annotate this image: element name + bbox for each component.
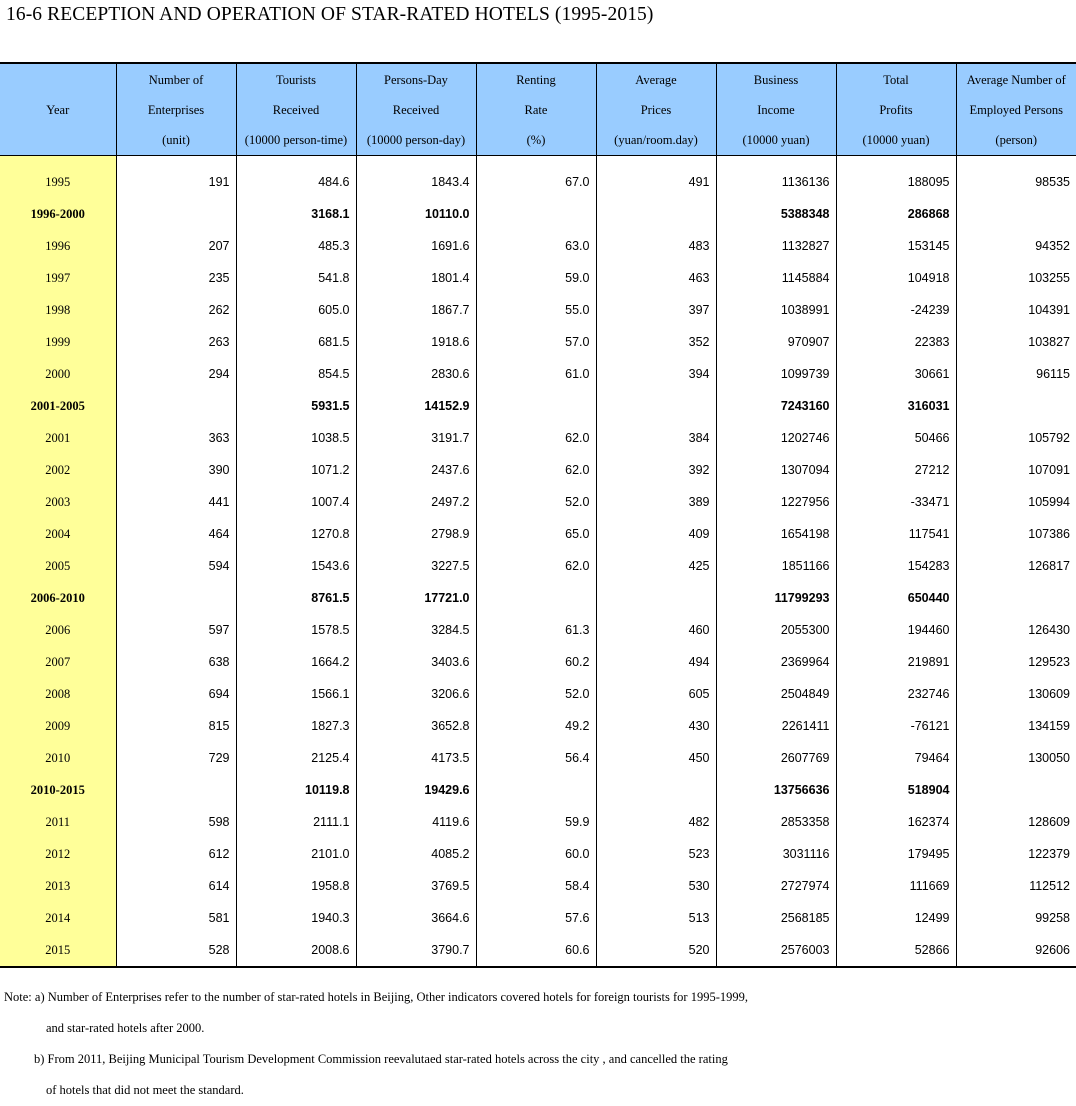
table-cell: 235 bbox=[116, 262, 236, 294]
table-cell: 392 bbox=[596, 454, 716, 486]
table-cell: 219891 bbox=[836, 646, 956, 678]
table-cell bbox=[596, 774, 716, 806]
table-cell: 98535 bbox=[956, 156, 1076, 199]
column-header-line: (10000 yuan) bbox=[717, 125, 836, 155]
column-header-line: Number of bbox=[117, 65, 236, 95]
table-cell: 352 bbox=[596, 326, 716, 358]
table-cell: 63.0 bbox=[476, 230, 596, 262]
table-cell: 463 bbox=[596, 262, 716, 294]
table-row bbox=[0, 422, 1076, 454]
table-cell: 1543.6 bbox=[236, 550, 356, 582]
table-cell: 2798.9 bbox=[356, 518, 476, 550]
table-cell: 605.0 bbox=[236, 294, 356, 326]
table-row bbox=[0, 678, 1076, 710]
column-header-line: Average Number of bbox=[957, 65, 1076, 95]
table-cell: 126430 bbox=[956, 614, 1076, 646]
table-cell: 27212 bbox=[836, 454, 956, 486]
table-cell: 2727974 bbox=[716, 870, 836, 902]
table-cell: 2830.6 bbox=[356, 358, 476, 390]
table-cell: 484.6 bbox=[236, 156, 356, 199]
table-row bbox=[0, 742, 1076, 774]
column-header-0 bbox=[0, 63, 116, 156]
table-cell: 541.8 bbox=[236, 262, 356, 294]
table-cell: 50466 bbox=[836, 422, 956, 454]
table-cell: 1958.8 bbox=[236, 870, 356, 902]
table-cell bbox=[476, 774, 596, 806]
year-cell: 2002 bbox=[0, 454, 116, 486]
year-cell: 2007 bbox=[0, 646, 116, 678]
table-cell: 4085.2 bbox=[356, 838, 476, 870]
table-cell: 7243160 bbox=[716, 390, 836, 422]
table-cell: 460 bbox=[596, 614, 716, 646]
table-cell: 57.6 bbox=[476, 902, 596, 934]
table-cell: 62.0 bbox=[476, 422, 596, 454]
table-cell: 1827.3 bbox=[236, 710, 356, 742]
column-header-line: Average bbox=[597, 65, 716, 95]
table-cell: 2055300 bbox=[716, 614, 836, 646]
page-title: 16-6 RECEPTION AND OPERATION OF STAR-RATED HOTELS (1995-2015) bbox=[6, 4, 654, 26]
table-cell: 60.6 bbox=[476, 934, 596, 967]
table-cell: 482 bbox=[596, 806, 716, 838]
table-cell: 10119.8 bbox=[236, 774, 356, 806]
year-cell: 2001 bbox=[0, 422, 116, 454]
table-cell: 384 bbox=[596, 422, 716, 454]
table-row bbox=[0, 294, 1076, 326]
table-cell: 1099739 bbox=[716, 358, 836, 390]
table-cell: 389 bbox=[596, 486, 716, 518]
table-cell: 104391 bbox=[956, 294, 1076, 326]
table-cell: 1202746 bbox=[716, 422, 836, 454]
table-cell: 61.0 bbox=[476, 358, 596, 390]
table-cell: 494 bbox=[596, 646, 716, 678]
table-cell: -76121 bbox=[836, 710, 956, 742]
table-cell: 96115 bbox=[956, 358, 1076, 390]
table-row bbox=[0, 486, 1076, 518]
table-cell: 191 bbox=[116, 156, 236, 199]
table-cell bbox=[476, 198, 596, 230]
column-header-line: Enterprises bbox=[117, 95, 236, 125]
table-cell: 10110.0 bbox=[356, 198, 476, 230]
table-cell: 638 bbox=[116, 646, 236, 678]
table-cell: 1918.6 bbox=[356, 326, 476, 358]
table-cell: 530 bbox=[596, 870, 716, 902]
table-cell: 597 bbox=[116, 614, 236, 646]
year-cell: 2008 bbox=[0, 678, 116, 710]
table-notes bbox=[4, 982, 748, 1106]
table-cell: 2853358 bbox=[716, 806, 836, 838]
table-cell: 2497.2 bbox=[356, 486, 476, 518]
table-cell: 3284.5 bbox=[356, 614, 476, 646]
year-cell: 2006 bbox=[0, 614, 116, 646]
table-cell: 134159 bbox=[956, 710, 1076, 742]
table-cell: 12499 bbox=[836, 902, 956, 934]
table-cell: 3652.8 bbox=[356, 710, 476, 742]
table-cell: 104918 bbox=[836, 262, 956, 294]
table-cell: 59.9 bbox=[476, 806, 596, 838]
table-cell bbox=[596, 582, 716, 614]
table-cell: 4173.5 bbox=[356, 742, 476, 774]
table-cell: 2607769 bbox=[716, 742, 836, 774]
table-row bbox=[0, 454, 1076, 486]
table-cell: 1136136 bbox=[716, 156, 836, 199]
column-header-line: (10000 yuan) bbox=[837, 125, 956, 155]
table-row bbox=[0, 870, 1076, 902]
table-cell: 2111.1 bbox=[236, 806, 356, 838]
table-body bbox=[0, 156, 1076, 968]
table-cell: 92606 bbox=[956, 934, 1076, 967]
table-cell: 1566.1 bbox=[236, 678, 356, 710]
table-cell: 17721.0 bbox=[356, 582, 476, 614]
table-cell: 1578.5 bbox=[236, 614, 356, 646]
table-cell: 1227956 bbox=[716, 486, 836, 518]
table-cell: 56.4 bbox=[476, 742, 596, 774]
table-cell: 117541 bbox=[836, 518, 956, 550]
table-cell: 485.3 bbox=[236, 230, 356, 262]
year-cell: 2013 bbox=[0, 870, 116, 902]
table-cell: 528 bbox=[116, 934, 236, 967]
table-cell: 2576003 bbox=[716, 934, 836, 967]
table-cell: 1132827 bbox=[716, 230, 836, 262]
table-cell: 1654198 bbox=[716, 518, 836, 550]
table-cell: 1664.2 bbox=[236, 646, 356, 678]
table-row-period-total bbox=[0, 198, 1076, 230]
table-cell: 1145884 bbox=[716, 262, 836, 294]
table-cell: 162374 bbox=[836, 806, 956, 838]
table-cell: 107091 bbox=[956, 454, 1076, 486]
table-cell: 188095 bbox=[836, 156, 956, 199]
column-header-line: Received bbox=[357, 95, 476, 125]
table-cell: 111669 bbox=[836, 870, 956, 902]
table-cell: 3206.6 bbox=[356, 678, 476, 710]
year-cell: 2000 bbox=[0, 358, 116, 390]
table-row bbox=[0, 262, 1076, 294]
year-cell: 1996-2000 bbox=[0, 198, 116, 230]
table-cell: 2125.4 bbox=[236, 742, 356, 774]
column-header-line: Profits bbox=[837, 95, 956, 125]
table-cell: 363 bbox=[116, 422, 236, 454]
table-cell: 263 bbox=[116, 326, 236, 358]
table-row bbox=[0, 934, 1076, 967]
table-cell: 8761.5 bbox=[236, 582, 356, 614]
table-cell: 523 bbox=[596, 838, 716, 870]
table-cell: 65.0 bbox=[476, 518, 596, 550]
table-cell: 179495 bbox=[836, 838, 956, 870]
table-cell bbox=[956, 390, 1076, 422]
column-header-7 bbox=[836, 63, 956, 156]
table-cell: 394 bbox=[596, 358, 716, 390]
column-header-line: (person) bbox=[957, 125, 1076, 155]
table-cell: 194460 bbox=[836, 614, 956, 646]
table-cell: 99258 bbox=[956, 902, 1076, 934]
table-cell bbox=[476, 582, 596, 614]
table-cell: 397 bbox=[596, 294, 716, 326]
table-cell: 57.0 bbox=[476, 326, 596, 358]
table-cell: 1940.3 bbox=[236, 902, 356, 934]
year-cell: 2014 bbox=[0, 902, 116, 934]
column-header-line: Income bbox=[717, 95, 836, 125]
table-cell: 3403.6 bbox=[356, 646, 476, 678]
table-cell: 1270.8 bbox=[236, 518, 356, 550]
table-cell: 5931.5 bbox=[236, 390, 356, 422]
table-cell: 518904 bbox=[836, 774, 956, 806]
table-row bbox=[0, 230, 1076, 262]
table-row bbox=[0, 838, 1076, 870]
table-cell: 390 bbox=[116, 454, 236, 486]
table-cell: 815 bbox=[116, 710, 236, 742]
table-cell: 581 bbox=[116, 902, 236, 934]
table-cell bbox=[116, 390, 236, 422]
table-row bbox=[0, 902, 1076, 934]
table-cell: 52.0 bbox=[476, 678, 596, 710]
table-row-period-total bbox=[0, 390, 1076, 422]
table-cell: 3168.1 bbox=[236, 198, 356, 230]
table-cell: 1038991 bbox=[716, 294, 836, 326]
column-header-line: Renting bbox=[477, 65, 596, 95]
table-cell: 128609 bbox=[956, 806, 1076, 838]
table-cell: 605 bbox=[596, 678, 716, 710]
table-cell: 1851166 bbox=[716, 550, 836, 582]
year-cell: 2011 bbox=[0, 806, 116, 838]
table-row bbox=[0, 326, 1076, 358]
year-cell: 1999 bbox=[0, 326, 116, 358]
table-cell: 122379 bbox=[956, 838, 1076, 870]
year-cell: 1995 bbox=[0, 156, 116, 199]
table-cell: 1071.2 bbox=[236, 454, 356, 486]
table-cell: 79464 bbox=[836, 742, 956, 774]
table-cell: 2504849 bbox=[716, 678, 836, 710]
table-cell: 2369964 bbox=[716, 646, 836, 678]
year-cell: 2005 bbox=[0, 550, 116, 582]
table-cell bbox=[476, 390, 596, 422]
column-header-line: Employed Persons bbox=[957, 95, 1076, 125]
year-cell: 2015 bbox=[0, 934, 116, 967]
table-cell: 58.4 bbox=[476, 870, 596, 902]
table-row-period-total bbox=[0, 582, 1076, 614]
table-cell: 19429.6 bbox=[356, 774, 476, 806]
table-cell bbox=[116, 774, 236, 806]
table-cell: 22383 bbox=[836, 326, 956, 358]
column-header-1 bbox=[116, 63, 236, 156]
column-header-line: Persons-Day bbox=[357, 65, 476, 95]
table-cell: 105792 bbox=[956, 422, 1076, 454]
table-cell: 11799293 bbox=[716, 582, 836, 614]
table-cell: 430 bbox=[596, 710, 716, 742]
table-cell: 483 bbox=[596, 230, 716, 262]
column-header-line: (10000 person-day) bbox=[357, 125, 476, 155]
column-header-5 bbox=[596, 63, 716, 156]
table-cell: 694 bbox=[116, 678, 236, 710]
table-cell: 107386 bbox=[956, 518, 1076, 550]
table-cell: 3227.5 bbox=[356, 550, 476, 582]
table-cell: 62.0 bbox=[476, 550, 596, 582]
table-row bbox=[0, 646, 1076, 678]
column-header-line: (%) bbox=[477, 125, 596, 155]
table-cell: -33471 bbox=[836, 486, 956, 518]
note-b-line1: b) From 2011, Beijing Municipal Tourism Development Commission reevalutaed star-rated hotels across the city , and cancelled the rating bbox=[4, 1044, 748, 1075]
table-row bbox=[0, 358, 1076, 390]
year-cell: 2001-2005 bbox=[0, 390, 116, 422]
year-cell: 2010 bbox=[0, 742, 116, 774]
table-cell: 14152.9 bbox=[356, 390, 476, 422]
table-cell: 52.0 bbox=[476, 486, 596, 518]
table-cell: 3790.7 bbox=[356, 934, 476, 967]
column-header-line: Total bbox=[837, 65, 956, 95]
year-cell: 2009 bbox=[0, 710, 116, 742]
table-cell: 130050 bbox=[956, 742, 1076, 774]
table-cell: 3191.7 bbox=[356, 422, 476, 454]
column-header-3 bbox=[356, 63, 476, 156]
column-header-6 bbox=[716, 63, 836, 156]
table-cell: 970907 bbox=[716, 326, 836, 358]
table-cell: 3031116 bbox=[716, 838, 836, 870]
year-cell: 2012 bbox=[0, 838, 116, 870]
table-cell: 729 bbox=[116, 742, 236, 774]
note-a-line2: and star-rated hotels after 2000. bbox=[4, 1013, 748, 1044]
year-cell: 1998 bbox=[0, 294, 116, 326]
table-cell: 103255 bbox=[956, 262, 1076, 294]
table-cell bbox=[956, 198, 1076, 230]
table-cell: 13756636 bbox=[716, 774, 836, 806]
table-cell: 61.3 bbox=[476, 614, 596, 646]
table-cell: 154283 bbox=[836, 550, 956, 582]
table-cell: 1007.4 bbox=[236, 486, 356, 518]
table-cell: 129523 bbox=[956, 646, 1076, 678]
note-a-line1: Note: a) Number of Enterprises refer to the number of star-rated hotels in Beijing, Other indicators covered hotels for foreign tourists for 1995-1999, bbox=[4, 982, 748, 1013]
table-cell: 594 bbox=[116, 550, 236, 582]
table-cell: 1867.7 bbox=[356, 294, 476, 326]
table-cell: 612 bbox=[116, 838, 236, 870]
table-cell bbox=[956, 582, 1076, 614]
table-cell: 3664.6 bbox=[356, 902, 476, 934]
table-cell: 513 bbox=[596, 902, 716, 934]
table-cell: 112512 bbox=[956, 870, 1076, 902]
note-b-line2: of hotels that did not meet the standard. bbox=[4, 1075, 748, 1106]
table-cell: 1691.6 bbox=[356, 230, 476, 262]
column-header-line: Received bbox=[237, 95, 356, 125]
table-cell: 614 bbox=[116, 870, 236, 902]
column-header-line: (10000 person-time) bbox=[237, 125, 356, 155]
year-cell: 2003 bbox=[0, 486, 116, 518]
table-cell: 126817 bbox=[956, 550, 1076, 582]
table-cell: 286868 bbox=[836, 198, 956, 230]
table-cell: 262 bbox=[116, 294, 236, 326]
table-cell bbox=[956, 774, 1076, 806]
table-cell: 2261411 bbox=[716, 710, 836, 742]
table-cell: 67.0 bbox=[476, 156, 596, 199]
table-cell: 94352 bbox=[956, 230, 1076, 262]
table-cell: 4119.6 bbox=[356, 806, 476, 838]
table-cell: 60.2 bbox=[476, 646, 596, 678]
table-cell: 153145 bbox=[836, 230, 956, 262]
table-cell: 854.5 bbox=[236, 358, 356, 390]
column-header-line: Rate bbox=[477, 95, 596, 125]
year-cell: 2006-2010 bbox=[0, 582, 116, 614]
table-cell: 520 bbox=[596, 934, 716, 967]
year-cell: 1997 bbox=[0, 262, 116, 294]
table-cell: 425 bbox=[596, 550, 716, 582]
year-cell: 2010-2015 bbox=[0, 774, 116, 806]
table-cell: 59.0 bbox=[476, 262, 596, 294]
table-cell: 2101.0 bbox=[236, 838, 356, 870]
table-cell: 681.5 bbox=[236, 326, 356, 358]
table-cell: 1307094 bbox=[716, 454, 836, 486]
table-cell bbox=[596, 390, 716, 422]
table-cell: 491 bbox=[596, 156, 716, 199]
column-header-4 bbox=[476, 63, 596, 156]
table-cell: 464 bbox=[116, 518, 236, 550]
column-header-line: Year bbox=[0, 95, 116, 125]
table-cell bbox=[116, 198, 236, 230]
year-cell: 1996 bbox=[0, 230, 116, 262]
column-header-line: (unit) bbox=[117, 125, 236, 155]
table-cell: 2008.6 bbox=[236, 934, 356, 967]
table-cell: 60.0 bbox=[476, 838, 596, 870]
column-header-line: (yuan/room.day) bbox=[597, 125, 716, 155]
table-cell: 232746 bbox=[836, 678, 956, 710]
table-cell: 294 bbox=[116, 358, 236, 390]
hotel-statistics-table bbox=[0, 62, 1076, 968]
table-cell: 105994 bbox=[956, 486, 1076, 518]
table-cell: 1038.5 bbox=[236, 422, 356, 454]
year-cell: 2004 bbox=[0, 518, 116, 550]
table-cell: 409 bbox=[596, 518, 716, 550]
table-row bbox=[0, 614, 1076, 646]
table-cell bbox=[116, 582, 236, 614]
table-row bbox=[0, 710, 1076, 742]
table-cell: 62.0 bbox=[476, 454, 596, 486]
column-header-8 bbox=[956, 63, 1076, 156]
table-cell: 207 bbox=[116, 230, 236, 262]
table-cell: 2437.6 bbox=[356, 454, 476, 486]
column-header-line: Tourists bbox=[237, 65, 356, 95]
column-header-line: Prices bbox=[597, 95, 716, 125]
table-cell: 130609 bbox=[956, 678, 1076, 710]
table-row bbox=[0, 156, 1076, 199]
table-row bbox=[0, 806, 1076, 838]
table-cell: 2568185 bbox=[716, 902, 836, 934]
table-cell: 30661 bbox=[836, 358, 956, 390]
table-cell: -24239 bbox=[836, 294, 956, 326]
table-cell: 598 bbox=[116, 806, 236, 838]
column-header-line: Business bbox=[717, 65, 836, 95]
table-cell: 3769.5 bbox=[356, 870, 476, 902]
table-cell: 650440 bbox=[836, 582, 956, 614]
table-cell: 1843.4 bbox=[356, 156, 476, 199]
table-cell: 52866 bbox=[836, 934, 956, 967]
table-cell: 450 bbox=[596, 742, 716, 774]
table-row-period-total bbox=[0, 774, 1076, 806]
table-cell: 441 bbox=[116, 486, 236, 518]
table-cell bbox=[596, 198, 716, 230]
table-row bbox=[0, 518, 1076, 550]
table-cell: 49.2 bbox=[476, 710, 596, 742]
table-cell: 316031 bbox=[836, 390, 956, 422]
table-cell: 103827 bbox=[956, 326, 1076, 358]
table-cell: 55.0 bbox=[476, 294, 596, 326]
table-header bbox=[0, 63, 1076, 156]
table-cell: 1801.4 bbox=[356, 262, 476, 294]
column-header-2 bbox=[236, 63, 356, 156]
table-row bbox=[0, 550, 1076, 582]
table-cell: 5388348 bbox=[716, 198, 836, 230]
